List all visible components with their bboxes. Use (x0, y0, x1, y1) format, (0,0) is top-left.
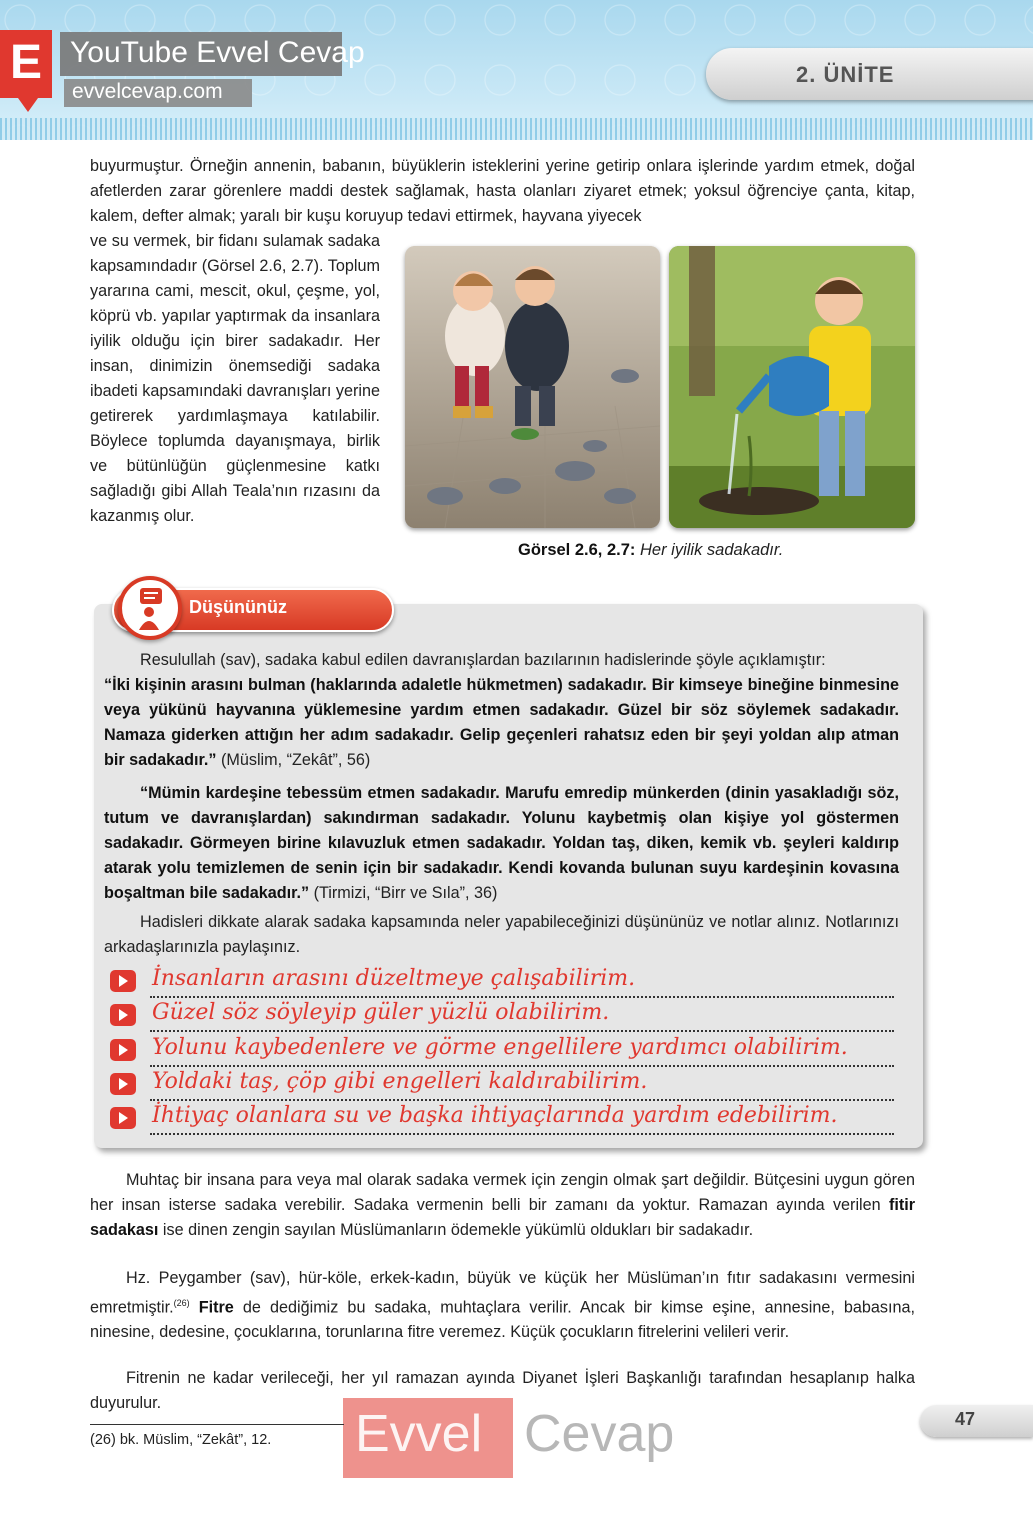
body-paragraph-2-a: Hz. Peygamber (sav), hür-köle, erkek-kadın, büyük ve küçük her Müslüman’ın fıtır sadakasını vermesini emretmiştir. (90, 1269, 915, 1317)
body-paragraph-1-a: Muhtaç bir insana para veya mal olarak sadaka vermek için zengin olmak şart değildir. Bütçesini uygun gören her insan isterse sadaka verebilir. Sadaka vermenin belli bir zamanı da yoktur. Ramazan ayında verilen (90, 1171, 915, 1214)
arrow-right-icon (110, 1004, 136, 1026)
figure-caption (518, 541, 783, 560)
intro-column-paragraph: ve su vermek, bir fidanı sulamak sadaka kapsamındadır (Görsel 2.6, 2.7). Toplum yararına cami, mescit, okul, çeşme, yol, köprü vb. yapılar yaptırmak da insanlara iyilik olduğu için birer sadakadır. Her insan, dinimizin önemsediği sadaka ibadeti kapsamındaki davranışları yerine getirerek yardımlaşmaya katılabilir. Böylece toplumda dayanışmaya, birlik ve bütünlüğün güçlenmesine katkı sağladığı gibi Allah Teala’nın rızasını da kazanmış olur. (90, 232, 380, 525)
body-paragraph-2-b: de dediğimiz bu sadaka, muhtaçlara verilir. Ancak bir kimse eşine, annesine, babasına, ninesine, dedesine, çocuklarına, torunlarına fitre veremez. Küçük çocukların fitrelerini velileri verir. (90, 1298, 916, 1342)
hadith-quote-2 (104, 781, 899, 906)
hadith-source-2: (Tirmizi, “Birr ve Sıla”, 36) (313, 884, 498, 902)
think-title: Düşününüz (189, 597, 287, 617)
figure-caption-text: Her iyilik sadakadır. (640, 541, 784, 559)
answer-line-4 (150, 1099, 894, 1101)
arrow-right-icon (110, 970, 136, 992)
answer-text-3: Yolunu kaybedenlere ve görme engellilere yardımcı olabilirim. (152, 1035, 848, 1060)
answer-text-4: Yoldaki taş, çöp gibi engelleri kaldırabilirim. (152, 1069, 648, 1094)
channel-url: evvelcevap.com (72, 80, 223, 103)
hadith-source-1: (Müslim, “Zekât”, 56) (220, 751, 371, 769)
channel-title: YouTube Evvel Cevap (70, 36, 365, 69)
hadith-quote-1 (104, 673, 899, 773)
channel-logo: E (0, 30, 52, 98)
hadith-quote-1-text: “İki kişinin arasını bulman (haklarında adaletle hükmetmen) sadakadır. Bir kimseye bineğine binmesine veya yükünü hayvanına yüklemesine yardım etmen sadakadır. Güzel bir söz söylemek sadakadır. Namaza giderken attığın her adım sadakadır. Gelip geçenleri rahatsız eden bir şeyi yoldan alıp atman bir sadakadır.” (104, 676, 899, 769)
body-paragraph-2 (90, 1266, 915, 1345)
figure-caption-label: Görsel 2.6, 2.7: (518, 541, 636, 559)
pigeons-illustration (405, 246, 660, 528)
thinking-person-icon (118, 576, 182, 640)
answer-line-5 (150, 1133, 894, 1135)
unit-label: 2. ÜNİTE (796, 62, 895, 87)
answer-line-2 (150, 1030, 894, 1032)
think-instruction: Hadisleri dikkate alarak sadaka kapsamında neler yapabileceğinizi düşününüz ve notlar alınız. Notlarınızı arkadaşlarınızla paylaşınız. (104, 913, 899, 956)
answer-text-1: İnsanların arasını düzeltmeye çalışabilirim. (152, 966, 636, 991)
fitre-term: Fitre (198, 1298, 234, 1317)
boy-watering-sapling-photo (669, 246, 915, 528)
footnote-ref: (26) (173, 1298, 190, 1308)
fitir-sadakasi-term: fitir sadakası (90, 1196, 916, 1239)
header-stripe (0, 118, 1033, 140)
answer-text-2: Güzel söz söyleyip güler yüzlü olabilirim. (152, 1000, 610, 1025)
answer-line-1 (150, 996, 894, 998)
arrow-right-icon (110, 1073, 136, 1095)
children-feeding-pigeons-photo (405, 246, 660, 528)
speech-person-icon (122, 580, 178, 636)
page-number: 47 (955, 1409, 976, 1429)
footnote-rule (90, 1424, 344, 1425)
arrow-right-icon (110, 1107, 136, 1129)
body-paragraph-1 (90, 1168, 915, 1243)
intro-paragraph: buyurmuştur. Örneğin annenin, babanın, büyüklerin isteklerini yerine getirip onlara işlerinde yardım etmek, doğal afetlerden zarar görenlere maddi destek sağlamak, hasta olanları ziyaret etmek; yoksul öğrenciye çanta, kitap, kalem, defter almak; yaralı bir kuşu koruyup tedavi ettirmek, hayvana yiyecek (90, 157, 915, 225)
arrow-right-icon (110, 1039, 136, 1061)
page-number-tab (920, 1405, 1033, 1437)
think-lead: Resulullah (sav), sadaka kabul edilen davranışlardan bazılarının hadislerinde şöyle açıklamıştır: (140, 651, 826, 669)
watering-illustration (669, 246, 915, 528)
answer-line-3 (150, 1065, 894, 1067)
footnote: (26) bk. Müslim, “Zekât”, 12. (90, 1432, 272, 1448)
body-paragraph-3: Fitrenin ne kadar verileceği, her yıl ramazan ayında Diyanet İşleri Başkanlığı tarafından hesaplanıp halka duyurulur. (90, 1369, 915, 1412)
watermark-cevap: Cevap (524, 1405, 675, 1463)
watermark-evvel: Evvel (355, 1405, 483, 1463)
body-paragraph-1-b: ise dinen zengin sayılan Müslümanların ödemekle yükümlü oldukları bir sadakadır. (162, 1221, 754, 1239)
hadith-quote-2-text: “Mümin kardeşine tebessüm etmen sadakadır. Marufu emredip münkerden (dinin yasakladığı söz, tutum ve davranışlardan) sakındırman sadakadır. Yolunu kaybetmiş olan kişiye yol göstermen sadakadır. Görmeyen birine kılavuzluk etmen sadakadır. Yoldan taş, diken, kemik vb. şeyleri kaldırıp atarak yolu temizlemen de senin için bir sadakadır. Kendi kovanda bulunan suyu kardeşinin kovasına boşaltman bile sadakadır.” (104, 784, 899, 902)
answer-text-5: İhtiyaç olanlara su ve başka ihtiyaçlarında yardım edebilirim. (152, 1103, 838, 1128)
